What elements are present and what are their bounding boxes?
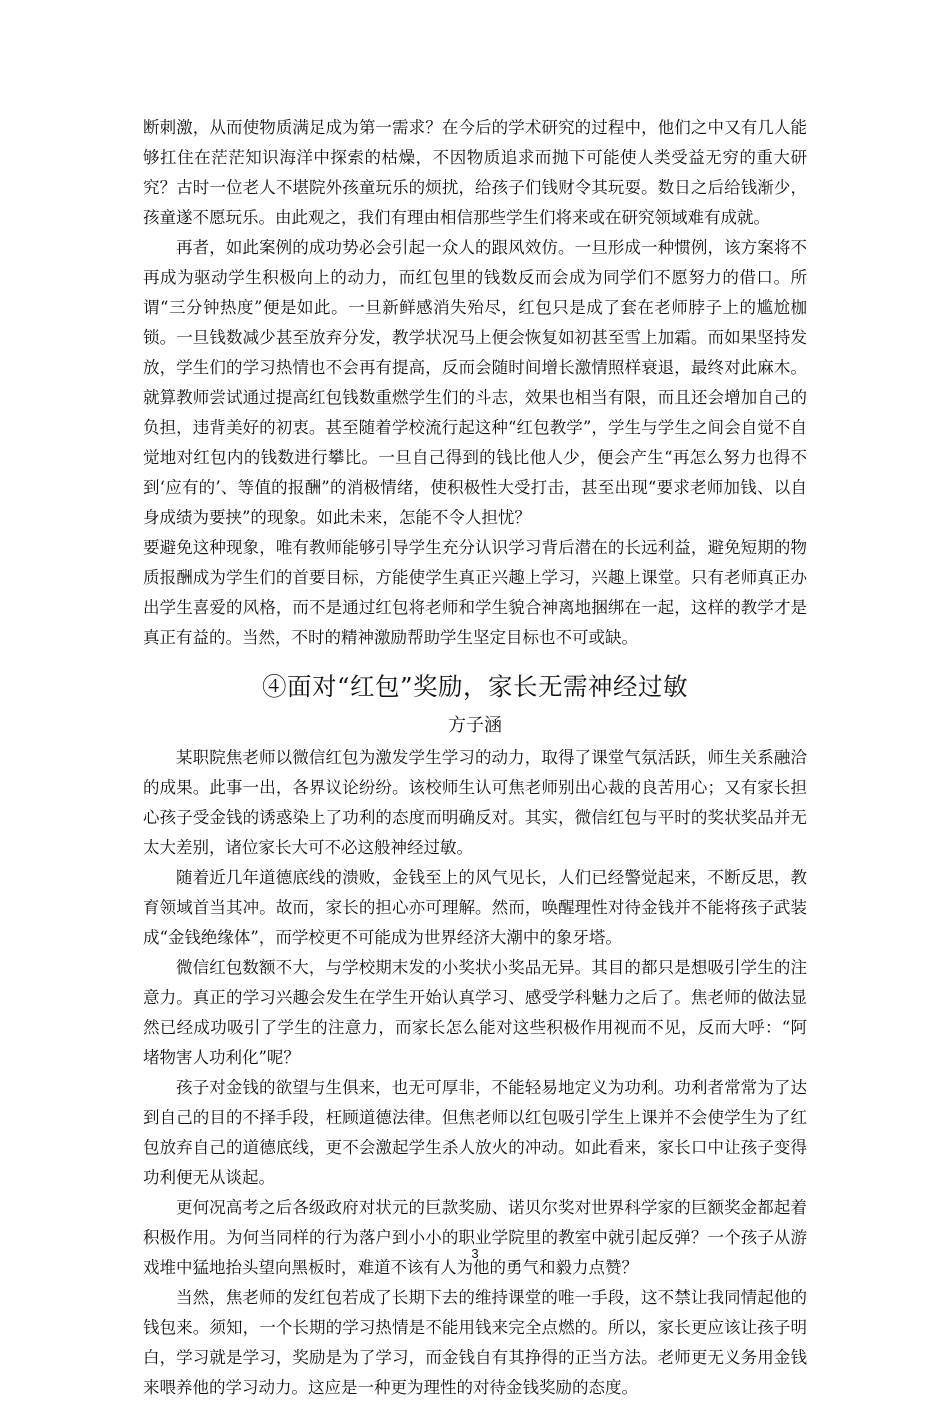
article-body-continued [143, 113, 807, 653]
document-page [143, 113, 807, 1403]
article-body [143, 743, 807, 1403]
author-name: 方子涵 [448, 715, 502, 736]
paragraph: 断刺激，从而使物质满足成为第一需求？在今后的学术研究的过程中，他们之中又有几人能够扛住在茫茫知识海洋中探索的枯燥，不因物质追求而抛下可能使人类受益无穷的重大研究？古时一位老人不堪院外孩童玩乐的烦扰，给孩子们钱财令其玩耍。数日之后给钱渐少，孩童遂不愿玩乐。由此观之，我们有理由相信那些学生们将来或在研究领域难有成就。 [143, 118, 807, 227]
paragraph: 要避免这种现象，唯有教师能够引导学生充分认识学习背后潜在的长远利益，避免短期的物质报酬成为学生们的首要目标，方能使学生真正兴趣上学习，兴趣上课堂。只有老师真正办出学生喜爱的风格，而不是通过红包将老师和学生貌合神离地捆绑在一起，这样的教学才是真正有益的。当然，不时的精神激励帮助学生坚定目标也不可或缺。 [143, 538, 807, 647]
paragraph: 孩子对金钱的欲望与生俱来，也无可厚非，不能轻易地定义为功利。功利者常常为了达到自己的目的不择手段，枉顾道德法律。但焦老师以红包吸引学生上课并不会使学生为了红包放弃自己的道德底线，更不会激起学生杀人放火的冲动。如此看来，家长口中让孩子变得功利便无从谈起。 [143, 1078, 807, 1187]
paragraph: 微信红包数额不大，与学校期末发的小奖状小奖品无异。其目的都只是想吸引学生的注意力。真正的学习兴趣会发生在学生开始认真学习、感受学科魅力之后了。焦老师的做法显然已经成功吸引了学生的注意力，而家长怎么能对这些积极作用视而不见，反而大呼：“阿堵物害人功利化”呢？ [143, 958, 807, 1067]
page-number: 3 [471, 1246, 479, 1261]
paragraph: 某职院焦老师以微信红包为激发学生学习的动力，取得了课堂气氛活跃，师生关系融洽的成果。此事一出，各界议论纷纷。该校师生认可焦老师别出心裁的良苦用心；又有家长担心孩子受金钱的诱惑染上了功利的态度而明确反对。其实，微信红包与平时的奖状奖品并无太大差别，诸位家长大可不必这般神经过敏。 [143, 748, 807, 857]
section-title: ④面对“红包”奖励，家长无需神经过敏 [261, 672, 689, 701]
paragraph: 当然，焦老师的发红包若成了长期下去的维持课堂的唯一手段，这不禁让我同情起他的钱包来。须知，一个长期的学习热情是不能用钱来完全点燃的。所以，家长更应该让孩子明白，学习就是学习，奖励是为了学习，而金钱自有其挣得的正当方法。老师更无义务用金钱来喂养他的学习动力。这应是一种更为理性的对待金钱奖励的态度。 [143, 1288, 807, 1397]
paragraph: 再者，如此案例的成功势必会引起一众人的跟风效仿。一旦形成一种惯例，该方案将不再成为驱动学生积极向上的动力，而红包里的钱数反而会成为同学们不愿努力的借口。所谓“三分钟热度”便是如此。一旦新鲜感消失殆尽，红包只是成了套在老师脖子上的尴尬枷锁。一旦钱数减少甚至放弃分发，教学状况马上便会恢复如初甚至雪上加霜。而如果坚持发放，学生们的学习热情也不会再有提高，反而会随时间增长激情照样衰退，最终对此麻木。就算教师尝试通过提高红包钱数重燃学生们的斗志，效果也相当有限，而且还会增加自己的负担，违背美好的初衷。甚至随着学校流行起这种“红包教学”，学生与学生之间会自觉不自觉地对红包内的钱数进行攀比。一旦自己得到的钱比他人少，便会产生“再怎么努力也得不到‘应有的’、等值的报酬”的消极情绪，使积极性大受打击，甚至出现“要求老师加钱、以自身成绩为要挟”的现象。如此未来，怎能不令人担忧？ [143, 238, 807, 527]
paragraph: 更何况高考之后各级政府对状元的巨款奖励、诺贝尔奖对世界科学家的巨额奖金都起着积极作用。为何当同样的行为落户到小小的职业学院里的教室中就引起反弹？一个孩子从游戏堆中猛地抬头望向黑板时，难道不该有人为他的勇气和毅力点赞？ [143, 1198, 807, 1277]
paragraph: 随着近几年道德底线的溃败，金钱至上的风气见长，人们已经警觉起来，不断反思，教育领域首当其冲。故而，家长的担心亦可理解。然而，唤醒理性对待金钱并不能将孩子武装成“金钱绝缘体”，而学校更不可能成为世界经济大潮中的象牙塔。 [143, 868, 807, 947]
